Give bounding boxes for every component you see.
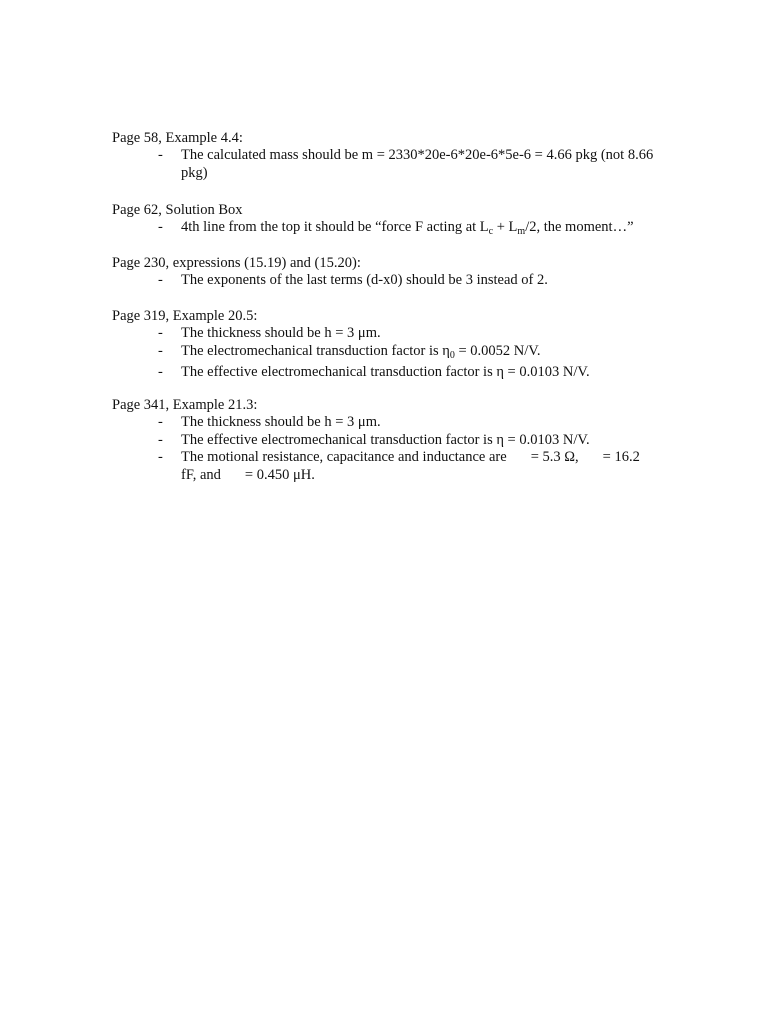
- bullet-dash: -: [158, 147, 163, 163]
- bullet-dash: -: [158, 219, 163, 235]
- section-heading: Page 230, expressions (15.19) and (15.20):: [112, 255, 361, 271]
- section-heading: Page 319, Example 20.5:: [112, 308, 258, 324]
- correction-list: [112, 325, 672, 382]
- text-part: The electromechanical transduction factor is η: [181, 342, 450, 359]
- correction-list: [112, 147, 672, 182]
- section-heading: Page 62, Solution Box: [112, 202, 243, 218]
- bullet-dash: -: [158, 431, 163, 448]
- bullet-dash: -: [158, 414, 163, 430]
- text-part: + L: [493, 219, 518, 235]
- list-item: [112, 325, 672, 343]
- text-part: = 16.2 fF, and: [181, 449, 640, 483]
- correction-text: [181, 219, 672, 241]
- correction-text: The exponents of the last terms (d-x0) should be 3 instead of 2.: [181, 272, 548, 288]
- erratum-page-319: [112, 307, 672, 382]
- text-part: = 0.0052 N/V.: [454, 342, 541, 359]
- text-part: = 0.450 μH.: [244, 466, 315, 483]
- correction-text: The effective electromechanical transduction factor is η = 0.0103 N/V.: [181, 431, 590, 448]
- correction-list: [112, 414, 672, 484]
- list-item: [112, 343, 672, 365]
- section-heading: Page 58, Example 4.4:: [112, 130, 243, 146]
- correction-list: [112, 219, 672, 241]
- list-item: [112, 432, 672, 450]
- text-part: = 5.3 Ω,: [530, 449, 579, 466]
- correction-text: The calculated mass should be m = 2330*20e-6*20e-6*5e-6 = 4.66 pkg (not 8.66 pkg): [181, 147, 654, 181]
- bullet-dash: -: [158, 449, 163, 466]
- text-part: /2, the moment…”: [525, 219, 634, 235]
- bullet-dash: -: [158, 272, 163, 288]
- correction-text: The effective electromechanical transduction factor is η = 0.0103 N/V.: [181, 364, 590, 381]
- correction-text: [181, 343, 672, 365]
- erratum-page-230: [112, 254, 672, 290]
- erratum-page-58: [112, 129, 672, 182]
- correction-text: The thickness should be h = 3 μm.: [181, 414, 381, 430]
- bullet-dash: -: [158, 364, 163, 381]
- text-part: 4th line from the top it should be “force F acting at L: [181, 219, 489, 235]
- erratum-page-62: [112, 201, 672, 241]
- subscript: 0: [449, 349, 455, 361]
- correction-text: The thickness should be h = 3 μm.: [181, 325, 381, 341]
- list-item: [112, 272, 672, 290]
- subscript: c: [488, 226, 494, 237]
- section-heading: Page 341, Example 21.3:: [112, 397, 258, 413]
- correction-list: [112, 272, 672, 290]
- list-item: [112, 364, 672, 382]
- text-part: The motional resistance, capacitance and inductance are: [181, 449, 507, 466]
- bullet-dash: -: [158, 342, 163, 359]
- list-item: [112, 414, 672, 432]
- list-item: [112, 219, 672, 241]
- list-item: [112, 449, 672, 484]
- list-item: [112, 147, 672, 182]
- bullet-dash: -: [158, 325, 163, 341]
- erratum-page-341: [112, 396, 672, 484]
- subscript: m: [517, 226, 526, 237]
- correction-text: [181, 449, 641, 484]
